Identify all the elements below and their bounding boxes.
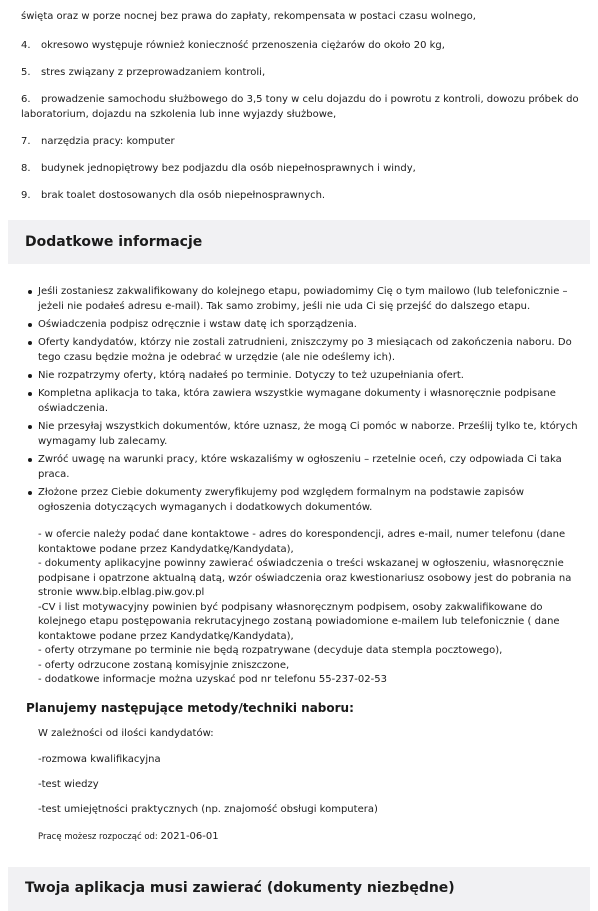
list-item-number: 9. [21, 190, 31, 201]
list-item [21, 9, 588, 24]
list-item-text: święta oraz w porze nocnej bez prawa do zapłaty, rekompensata w postaci czasu wolnego, [21, 11, 476, 22]
list-item [21, 65, 588, 80]
list-item: Nie rozpatrzymy oferty, którą nadałeś po terminie. Dotyczy to też uzupełniania ofert. [38, 368, 578, 383]
list-item-text: prowadzenie samochodu służbowego do 3,5 tony w celu dojazdu do i powrotu z kontroli, dowozu próbek do laboratorium, dojazdu na szkolenia lub inne wyjazdy służbowe, [21, 94, 579, 120]
list-item: Nie przesyłaj wszystkich dokumentów, które uznasz, że mogą Ci pomóc w naborze. Prześlij tylko te, których wymagamy lub zalecamy. [38, 421, 578, 447]
work-conditions-list [0, 0, 598, 203]
list-item-number: 5. [21, 67, 31, 78]
list-item: Oferty kandydatów, którzy nie zostali zatrudnieni, zniszczymy po 3 miesiącach od zakończenia naboru. Do tego czasu będzie można je odebrać w urzędzie (ale nie odeślemy ich). [38, 335, 578, 365]
list-item: Oświadczenia podpisz odręcznie i wstaw datę ich sporządzenia. [38, 317, 578, 332]
list-item-text: narzędzia pracy: komputer [41, 136, 175, 147]
list-item [21, 92, 588, 122]
list-item [21, 38, 588, 53]
list-item-text: brak toalet dostosowanych dla osób niepełnosprawnych. [41, 190, 326, 201]
method-item: -test wiedzy [38, 778, 99, 790]
note-line: - dodatkowe informacje można uzyskać pod nr telefonu 55-237-02-53 [38, 674, 387, 685]
start-date-label: Pracę możesz rozpocząć od: [38, 831, 158, 842]
note-line: - dokumenty aplikacyjne powinny zawierać oświadczenia o treści wskazanej w ogłoszeniu, własnoręcznie podpisane i opatrzone aktualną datą, wzór oświadczenia oraz kwestionariusz osobowy jest do pobrania na stronie www.bip.elblag.piw.gov.pl [38, 558, 572, 598]
methods-title: Planujemy następujące metody/techniki naboru: [26, 700, 354, 715]
method-item: -test umiejętności praktycznych (np. znajomość obsługi komputera) [38, 803, 378, 815]
note-line: -CV i list motywacyjny powinien być podpisany własnoręcznym podpisem, osoby zakwalifikowane do kolejnego etapu postępowania rekrutacyjnego zostaną powiadomione e-mailem lub telefonicznie ( dane kontaktowe podane przez Kandydatkę/Kandydata), [38, 601, 560, 642]
list-item [21, 188, 588, 203]
list-item [21, 134, 588, 149]
list-item-number: 7. [21, 136, 31, 147]
start-date-row [0, 829, 598, 845]
list-item-text: okresowo występuje również konieczność przenoszenia ciężarów do około 20 kg, [41, 40, 445, 51]
additional-info-bullets [0, 284, 598, 515]
list-item-number: 6. [21, 94, 31, 105]
list-item [21, 161, 588, 176]
start-date-value: 2021-06-01 [160, 830, 219, 842]
list-item: Złożone przez Ciebie dokumenty zweryfikujemy pod względem formalnym na podstawie zapisów ogłoszenia dotyczących wymaganych i dodatkowych dokumentów. [38, 485, 578, 515]
list-item-number: 4. [21, 40, 31, 51]
section-title: Dodatkowe informacje [25, 233, 203, 250]
note-line: - w ofercie należy podać dane kontaktowe - adres do korespondencji, adres e-mail, numer telefonu (dane kontaktowe podane przez Kandydatkę/Kandydata), [38, 529, 566, 555]
note-line: - oferty otrzymane po terminie nie będą rozpatrywane (decyduje data stempla pocztowego), [38, 645, 503, 656]
list-item-text: stres związany z przeprowadzaniem kontroli, [41, 67, 266, 78]
list-item: Kompletna aplikacja to taka, która zawiera wszystkie wymagane dokumenty i własnoręcznie podpisane oświadczenia. [38, 386, 578, 416]
method-item: -rozmowa kwalifikacyjna [38, 753, 161, 765]
list-item-number: 8. [21, 163, 31, 174]
list-item-text: budynek jednopiętrowy bez podjazdu dla osób niepełnosprawnych i windy, [41, 163, 416, 174]
note-line: - oferty odrzucone zostaną komisyjnie zniszczone, [38, 659, 290, 671]
section-header-required-documents [8, 867, 590, 911]
list-item: Jeśli zostaniesz zakwalifikowany do kolejnego etapu, powiadomimy Cię o tym mailowo (lub telefonicznie – jeżeli nie podałeś adresu e-mail). Tak samo zrobimy, jeśli nie uda Ci się przejść do dalszego etapu. [38, 284, 578, 314]
method-item: W zależności od ilości kandydatów: [38, 727, 214, 739]
additional-notes [0, 528, 598, 688]
section-header-additional-info [8, 220, 590, 264]
list-item: Zwróć uwagę na warunki pracy, które wskazaliśmy w ogłoszeniu – rzetelnie oceń, czy odpowiada Ci taka praca. [38, 452, 578, 482]
section-title: Twoja aplikacja musi zawierać (dokumenty niezbędne) [25, 880, 455, 896]
